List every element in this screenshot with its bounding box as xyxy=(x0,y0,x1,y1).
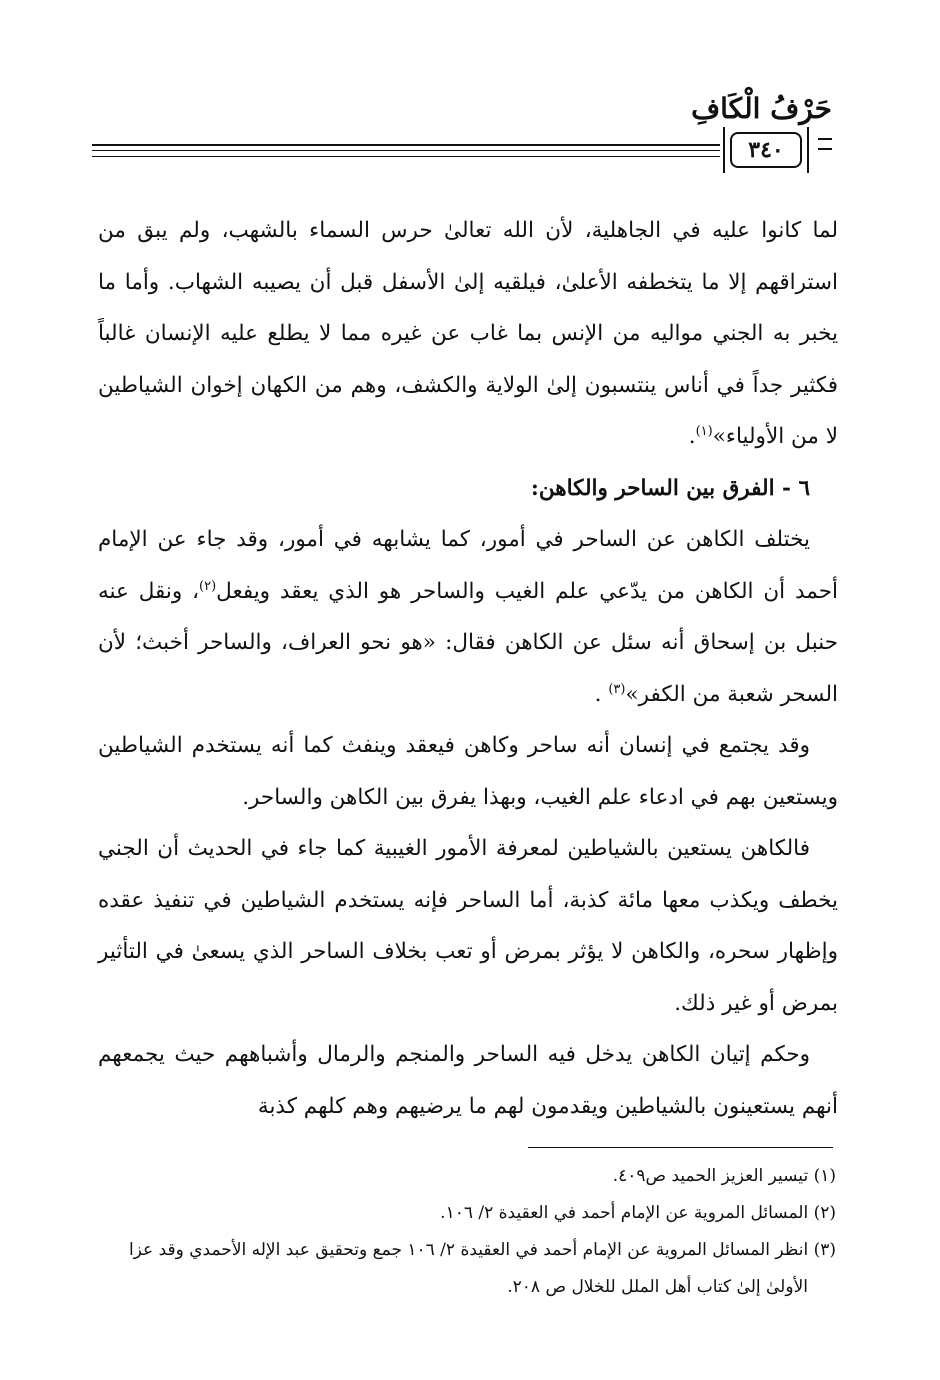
paragraph: فالكاهن يستعين بالشياطين لمعرفة الأمور الغيبية كما جاء في الحديث أن الجني يخطف ويكذب معها مائة كذبة، أما الساحر فإنه يستخدم الشياطين في تنفيذ عقده وإظهار سحره، والكاهن لا يؤثر بمرض أو تعب بخلاف الساحر الذي يسعىٰ في التأثير بمرض أو غير ذلك. xyxy=(98,836,838,1016)
header-ornament xyxy=(818,138,832,150)
paragraph-end: . xyxy=(594,681,609,707)
main-text xyxy=(98,205,838,1132)
footnote-continuation: الأولىٰ إلىٰ كتاب أهل الملل للخلال ص ٢٠٨. xyxy=(507,1277,808,1297)
paragraph-text: يختلف الكاهن عن الساحر في أمور، كما يشابهه في أمور، وقد جاء عن الإمام أحمد أن الكاهن من يدّعي علم الغيب والساحر هو الذي يعقد ويفعل xyxy=(98,527,838,604)
footnote: (٢) المسائل المروية عن الإمام أحمد في العقيدة ٢/ ١٠٦. xyxy=(440,1203,836,1223)
header-rule xyxy=(92,150,720,151)
footnote-separator xyxy=(528,1147,833,1148)
footnote-ref: (١) xyxy=(695,423,713,439)
header-rule xyxy=(92,156,720,157)
paragraph: وقد يجتمع في إنسان أنه ساحر وكاهن فيعقد وينفث كما أنه يستخدم الشياطين ويستعين بهم في ادعاء علم الغيب، وبهذا يفرق بين الكاهن والساحر. xyxy=(98,733,838,810)
paragraph-end: . xyxy=(688,424,696,449)
paragraph: وحكم إتيان الكاهن يدخل فيه الساحر والمنجم والرمال وأشباههم حيث يجمعهم أنهم يستعينون بالشياطين ويقدمون لهم ما يرضيهم وهم كلهم كذبة xyxy=(98,1042,838,1119)
paragraph xyxy=(98,514,838,720)
header-rule xyxy=(92,144,720,146)
paragraph-text: لما كانوا عليه في الجاهلية، لأن الله تعالىٰ حرس السماء بالشهب، ولم يبق من استراقهم إلا ما يتخطفه الأعلىٰ، فيلقيه إلىٰ الأسفل قبل أن يصيبه الشهاب. وأما ما يخبر به الجني مواليه من الإنس بما غاب عن غيره مما لا يطلع عليه الإنسان غالباً فكثير جداً في أناس ينتسبون إلىٰ الولاية والكشف، وهم من الكهان إخوان الشياطين لا من الأولياء» xyxy=(98,218,838,449)
section-heading: ٦ - الفرق بين الساحر والكاهن: xyxy=(530,475,810,501)
paragraph xyxy=(98,205,838,463)
footnote-ref: (٢) xyxy=(199,578,217,594)
footnote: (١) تيسير العزيز الحميد ص٤٠٩. xyxy=(612,1166,836,1186)
paragraph-text: ، ونقل عنه حنبل بن إسحاق أنه سئل عن الكاهن فقال: «هو نحو العراف، والساحر أخبث؛ لأن السحر شعبة من الكفر» xyxy=(98,578,838,707)
page-number: ٣٤٠ xyxy=(730,132,802,168)
footnote: (٣) انظر المسائل المروية عن الإمام أحمد في العقيدة ٢/ ١٠٦ جمع وتحقيق عبد الإله الأحمدي وقد عزا xyxy=(128,1240,836,1260)
footnote-ref: (٣) xyxy=(608,681,626,697)
running-head-title: حَرْفُ الْكَافِ xyxy=(691,92,832,125)
footnotes xyxy=(98,1158,836,1306)
